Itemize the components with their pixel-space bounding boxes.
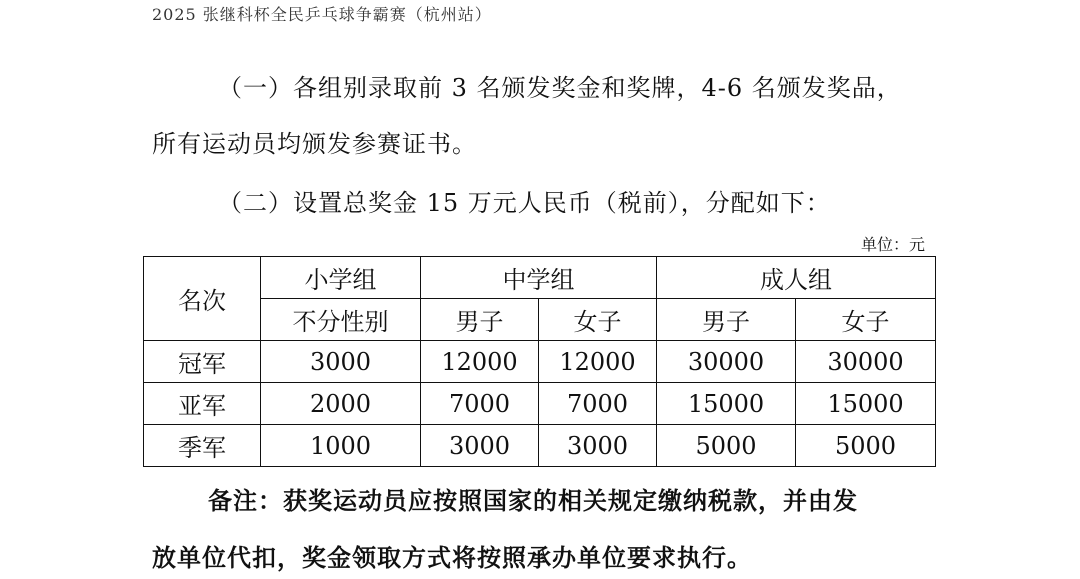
rank-header-cell: 名次 bbox=[144, 257, 261, 341]
rank-cell: 亚军 bbox=[144, 383, 261, 425]
table-row bbox=[144, 341, 936, 383]
prize-cell: 30000 bbox=[657, 341, 796, 383]
prize-cell: 15000 bbox=[796, 383, 936, 425]
prize-cell: 30000 bbox=[796, 341, 936, 383]
document-header: 2025 张继科杯全民乒乓球争霸赛（杭州站） bbox=[152, 5, 492, 24]
prize-cell: 12000 bbox=[421, 341, 539, 383]
paragraph-awards-line2: 所有运动员均颁发参赛证书。 bbox=[152, 130, 477, 158]
prize-cell: 5000 bbox=[796, 425, 936, 467]
paragraph-awards-line1: （一）各组别录取前 3 名颁发奖金和奖牌，4-6 名颁发奖品， bbox=[218, 74, 902, 102]
prize-table bbox=[143, 256, 936, 467]
group-header-primary: 小学组 bbox=[261, 257, 421, 299]
prize-cell: 5000 bbox=[657, 425, 796, 467]
subheader-cell: 男子 bbox=[421, 299, 539, 341]
group-header-adult: 成人组 bbox=[657, 257, 936, 299]
paragraph-prize-pool: （二）设置总奖金 15 万元人民币（税前），分配如下： bbox=[218, 189, 831, 217]
prize-cell: 3000 bbox=[421, 425, 539, 467]
table-row bbox=[144, 425, 936, 467]
rank-cell: 冠军 bbox=[144, 341, 261, 383]
unit-label: 单位：元 bbox=[860, 235, 925, 254]
prize-cell: 15000 bbox=[657, 383, 796, 425]
subheader-cell: 不分性别 bbox=[261, 299, 421, 341]
prize-cell: 12000 bbox=[539, 341, 657, 383]
group-header-middle: 中学组 bbox=[421, 257, 657, 299]
subheader-cell: 男子 bbox=[657, 299, 796, 341]
prize-cell: 3000 bbox=[539, 425, 657, 467]
prize-cell: 2000 bbox=[261, 383, 421, 425]
table-header-row bbox=[144, 257, 936, 299]
prize-cell: 7000 bbox=[539, 383, 657, 425]
prize-cell: 7000 bbox=[421, 383, 539, 425]
table-subheader-row bbox=[144, 299, 936, 341]
subheader-cell: 女子 bbox=[796, 299, 936, 341]
rank-cell: 季军 bbox=[144, 425, 261, 467]
table-row bbox=[144, 383, 936, 425]
prize-cell: 3000 bbox=[261, 341, 421, 383]
note-line2: 放单位代扣，奖金领取方式将按照承办单位要求执行。 bbox=[152, 543, 752, 572]
subheader-cell: 女子 bbox=[539, 299, 657, 341]
note-line1: 备注：获奖运动员应按照国家的相关规定缴纳税款，并由发 bbox=[208, 486, 858, 515]
prize-cell: 1000 bbox=[261, 425, 421, 467]
